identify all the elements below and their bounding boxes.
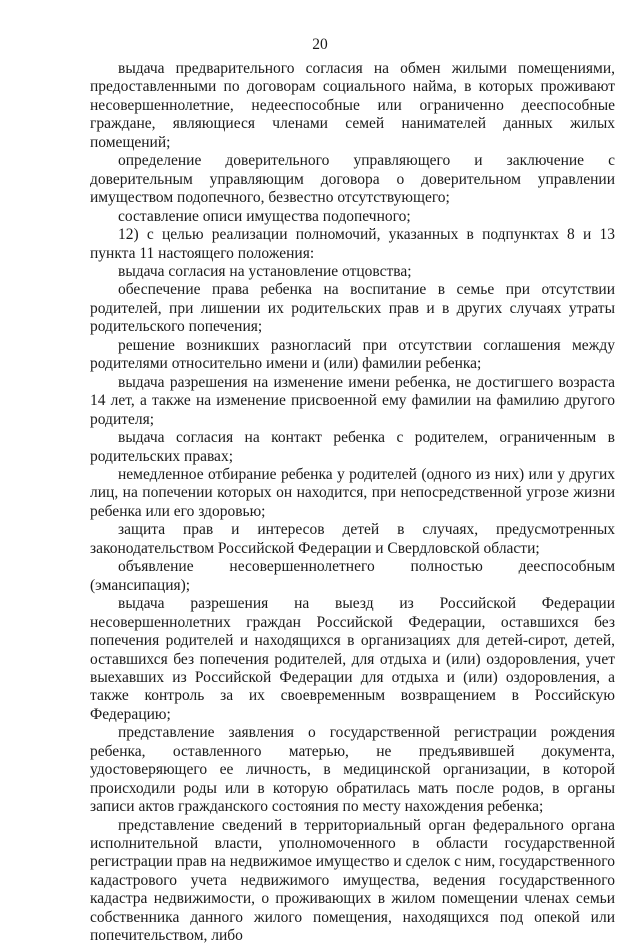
paragraph: выдача разрешения на изменение имени ребенка, не достигшего возраста 14 лет, а также на изменение присвоенной ему фамилии на фамилию другого родителя; <box>90 373 615 428</box>
paragraph: выдача предварительного согласия на обмен жилыми помещениями, предоставленными по договорам социального найма, в которых проживают несовершеннолетние, недееспособные или ограниченно дееспособные граждане, являющиеся членами семей нанимателей данных жилых помещений; <box>90 60 615 151</box>
paragraph: решение возникших разногласий при отсутствии соглашения между родителями относительно имени и (или) фамилии ребенка; <box>90 336 615 373</box>
paragraph: выдача согласия на контакт ребенка с родителем, ограниченным в родительских правах; <box>90 429 615 465</box>
paragraph: объявление несовершеннолетнего полностью дееспособным (эмансипация); <box>90 558 615 594</box>
paragraph: выдача разрешения на выезд из Российской Федерации несовершеннолетних граждан Российской Федерации, оставшихся без попечения родителей и находящихся в организациях для детей-сирот, детей, оставшихся без попечения родителей, для отдыха и (или) оздоровления, учет выехавших из Российской Федерации для отдыха и (или) оздоровления, а также контроль за их своевременным возвращением в Российскую Федерацию; <box>90 595 615 723</box>
paragraph: выдача согласия на установление отцовства; <box>118 262 412 280</box>
paragraph: определение доверительного управляющего и заключение с доверительным управляющим договора о доверительном управлении имуществом подопечного, безвестно отсутствующего; <box>90 152 615 207</box>
paragraph: представление сведений в территориальный орган федерального органа исполнительной власти, уполномоченного в области государственной регистрации прав на недвижимое имущество и сделок с ним, государственного кадастрового учета недвижимого имущества, ведения государственного кадастра недвижимости, о проживающих в жилом помещении членах семьи собственника данного жилого помещения, находящихся под опекой или попечительством, либо <box>90 816 615 945</box>
document-body <box>90 60 615 946</box>
paragraph: представление заявления о государственной регистрации рождения ребенка, оставленного матерью, не предъявившей документа, удостоверяющего ее личность, в медицинской организации, в которой происходили роды или в которую обратилась мать после родов, в органы записи актов гражданского состояния по месту нахождения ребенка; <box>90 724 615 816</box>
paragraph: защита прав и интересов детей в случаях, предусмотренных законодательством Российской Федерации и Свердловской области; <box>90 521 615 557</box>
paragraph: немедленное отбирание ребенка у родителей (одного из них) или у других лиц, на попечении которых он находится, при непосредственной угрозе жизни ребенка или его здоровью; <box>90 465 615 520</box>
page-number: 20 <box>312 36 328 53</box>
paragraph: обеспечение права ребенка на воспитание в семье при отсутствии родителей, при лишении их родительских прав и в других случаях утраты родительского попечения; <box>90 281 615 336</box>
paragraph: 12) с целью реализации полномочий, указанных в подпунктах 8 и 13 пункта 11 настоящего положения: <box>90 226 615 262</box>
paragraph: составление описи имущества подопечного; <box>118 207 411 225</box>
